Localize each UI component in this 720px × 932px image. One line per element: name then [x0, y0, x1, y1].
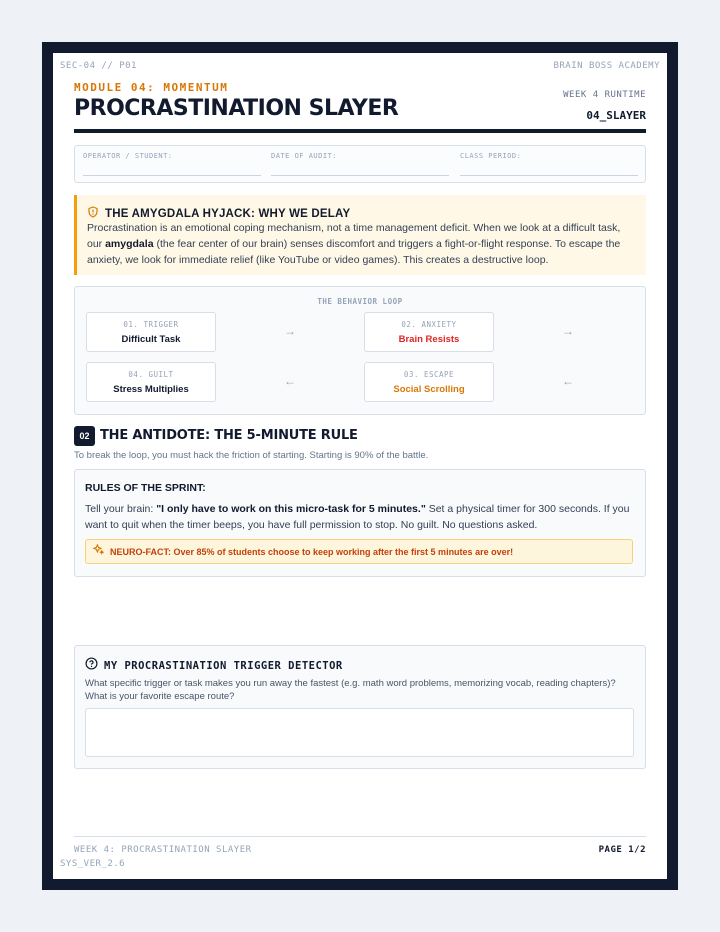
node-label: Stress Multiplies	[113, 384, 189, 395]
class-period-field-label: CLASS PERIOD:	[460, 152, 522, 160]
academy-name: BRAIN BOSS ACADEMY	[553, 61, 660, 71]
trigger-detector-box	[74, 645, 646, 769]
page-frame	[42, 42, 678, 890]
callout-title: THE AMYGDALA HYJACK: WHY WE DELAY	[105, 208, 351, 220]
question-circle-icon	[85, 657, 98, 675]
section-code: SEC-04 // P01	[60, 61, 137, 71]
page-number: PAGE 1/2	[598, 845, 646, 855]
rule-quote: "I only have to work on this micro-task for 5 minutes."	[156, 503, 426, 515]
neuro-fact-banner	[85, 539, 633, 564]
node-step: 01. TRIGGER	[123, 320, 179, 329]
arrow-right-icon: →	[562, 324, 574, 338]
week-label: WEEK 4 RUNTIME	[563, 90, 646, 100]
callout-body: Procrastination is an emotional coping mechanism, not a time management deficit. When we look at a difficult task, our amygdala (the fear center of our brain) senses discomfort and triggers a fight-or-flight response. To escape the anxiety, we look for immediate relief (like YouTube or video games). This creates a destructive loop.	[87, 222, 621, 266]
class-period-field[interactable]	[460, 152, 638, 160]
student-info-fields	[74, 145, 646, 183]
footer-rule	[74, 836, 646, 837]
detector-question: What specific trigger or task makes you run away the fastest (e.g. math word problems, memorizing vocab, reading chapters)? What is your favorite escape route?	[85, 678, 616, 702]
module-label: MODULE 04: MOMENTUM	[74, 81, 229, 94]
student-field-line	[83, 175, 261, 176]
section-subtitle: To break the loop, you must hack the friction of starting. Starting is 90% of the battle.	[74, 450, 429, 461]
neuro-fact-text: NEURO-FACT: Over 85% of students choose to keep working after the first 5 minutes are over!	[110, 546, 514, 557]
section-title: THE ANTIDOTE: THE 5-MINUTE RULE	[100, 428, 358, 443]
page-title: PROCRASTINATION SLAYER	[74, 96, 399, 121]
system-version: SYS_VER_2.6	[60, 859, 126, 869]
date-field[interactable]	[271, 152, 449, 160]
section-number-badge: 02	[74, 426, 95, 446]
node-step: 04. GUILT	[128, 370, 174, 379]
worksheet-code: 04_SLAYER	[586, 109, 646, 122]
loop-node-anxiety	[364, 312, 494, 352]
header-rule	[74, 129, 646, 133]
arrow-left-icon: ←	[562, 374, 574, 388]
detector-title: MY PROCRASTINATION TRIGGER DETECTOR	[104, 660, 343, 672]
student-field[interactable]	[83, 152, 261, 160]
footer-title: WEEK 4: PROCRASTINATION SLAYER	[74, 845, 252, 855]
node-label: Brain Resists	[398, 334, 460, 345]
rules-title: RULES OF THE SPRINT:	[85, 482, 206, 494]
class-period-field-line	[460, 175, 638, 176]
sprint-rules-box	[74, 469, 646, 577]
node-label: Difficult Task	[121, 334, 181, 345]
amygdala-callout	[74, 195, 646, 275]
date-field-line	[271, 175, 449, 176]
sparkles-icon	[92, 543, 105, 561]
date-field-label: DATE OF AUDIT:	[271, 152, 338, 160]
worksheet-page	[53, 53, 667, 879]
node-step: 02. ANXIETY	[401, 320, 457, 329]
loop-node-trigger	[86, 312, 216, 352]
detector-answer-box[interactable]	[85, 708, 634, 757]
node-label: Social Scrolling	[393, 384, 465, 395]
student-field-label: OPERATOR / STUDENT:	[83, 152, 173, 160]
loop-node-escape	[364, 362, 494, 402]
behavior-loop-diagram	[74, 286, 646, 415]
arrow-right-icon: →	[284, 324, 296, 338]
loop-title: THE BEHAVIOR LOOP	[317, 297, 403, 306]
arrow-left-icon: ←	[284, 374, 296, 388]
amygdala-term: amygdala	[105, 238, 154, 250]
rules-body: Tell your brain: "I only have to work on this micro-task for 5 minutes." Set a physical timer for 300 seconds. If you want to quit when the timer beeps, you have full permission to stop. No guilt. No questions asked.	[85, 503, 630, 531]
loop-node-guilt	[86, 362, 216, 402]
node-step: 03. ESCAPE	[403, 370, 455, 379]
